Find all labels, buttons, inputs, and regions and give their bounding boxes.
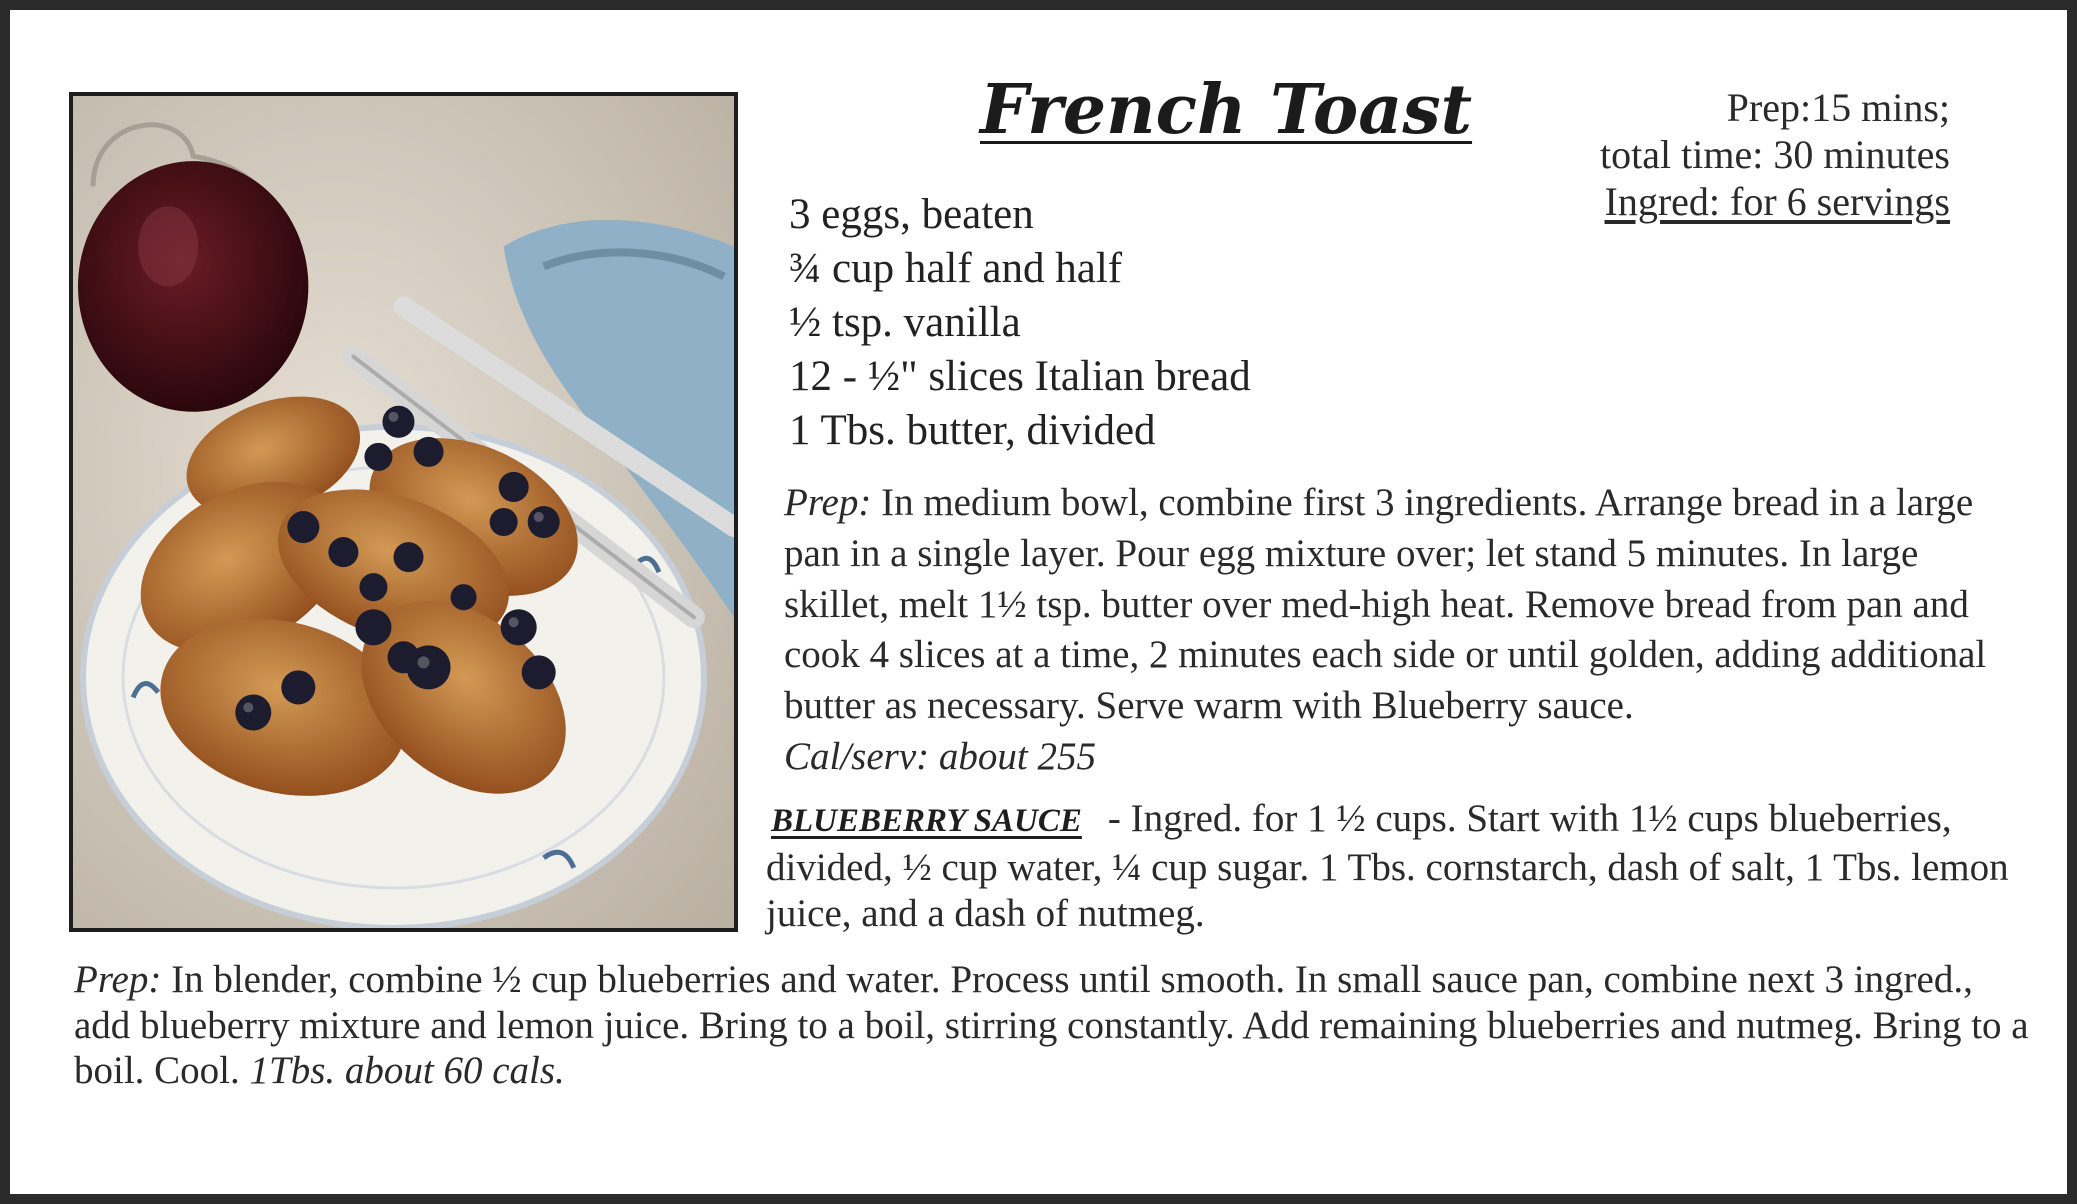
- ingredient-item: 1 Tbs. butter, divided: [789, 407, 1156, 454]
- prep-instructions: [784, 478, 2024, 783]
- french-toast-illustration: [73, 96, 734, 928]
- sauce-prep: [74, 957, 2034, 1094]
- ingredient-item: ¾ cup half and half: [789, 245, 1123, 292]
- ingredient-item: 12 - ½" slices Italian bread: [789, 353, 1251, 400]
- sauce-prep-text: In blender, combine ½ cup blueberries and water. Process until smooth. In small sauce pan, combine next 3 ingred., add blueberry mixture and lemon juice. Bring to a boil, stirring constantly. Add remaining blueberries and nutmeg. Bring to a boil. Cool.: [74, 958, 2029, 1092]
- sauce-section: [766, 796, 2056, 938]
- total-time: total time: 30 minutes: [1600, 132, 1950, 177]
- french-toast-photo: [69, 92, 738, 932]
- ingredient-item: 3 eggs, beaten: [789, 191, 1034, 238]
- recipe-title: French Toast: [980, 70, 1473, 150]
- calories-per-serving: Cal/serv: about 255: [784, 734, 1096, 778]
- sauce-prep-label: Prep:: [74, 958, 162, 1001]
- prep-time: Prep:15 mins;: [1726, 85, 1950, 130]
- ingredient-list: [789, 188, 1251, 458]
- prep-text: In medium bowl, combine first 3 ingredients. Arrange bread in a large pan in a single layer. Pour egg mixture over; let stand 5 minutes. In large skillet, melt 1½ tsp. butter over med-high heat. Remove bread from pan and cook 4 slices at a time, 2 minutes each side or until golden, adding additional butter as necessary. Serve warm with Blueberry sauce.: [784, 481, 1987, 728]
- time-info: [1570, 84, 1950, 225]
- sauce-ingredients: - Ingred. for 1 ½ cups. Start with 1½ cups blueberries, divided, ½ cup water, ¼ cup sugar. 1 Tbs. cornstarch, dash of salt, 1 Tbs. lemon juice, and a dash of nutmeg.: [766, 797, 2009, 935]
- sauce-calories: 1Tbs. about 60 cals.: [249, 1049, 565, 1092]
- prep-label: Prep:: [784, 481, 872, 524]
- servings: Ingred: for 6 servings: [1604, 179, 1950, 224]
- ingredient-item: ½ tsp. vanilla: [789, 299, 1021, 346]
- sauce-title: BLUEBERRY SAUCE: [771, 803, 1082, 839]
